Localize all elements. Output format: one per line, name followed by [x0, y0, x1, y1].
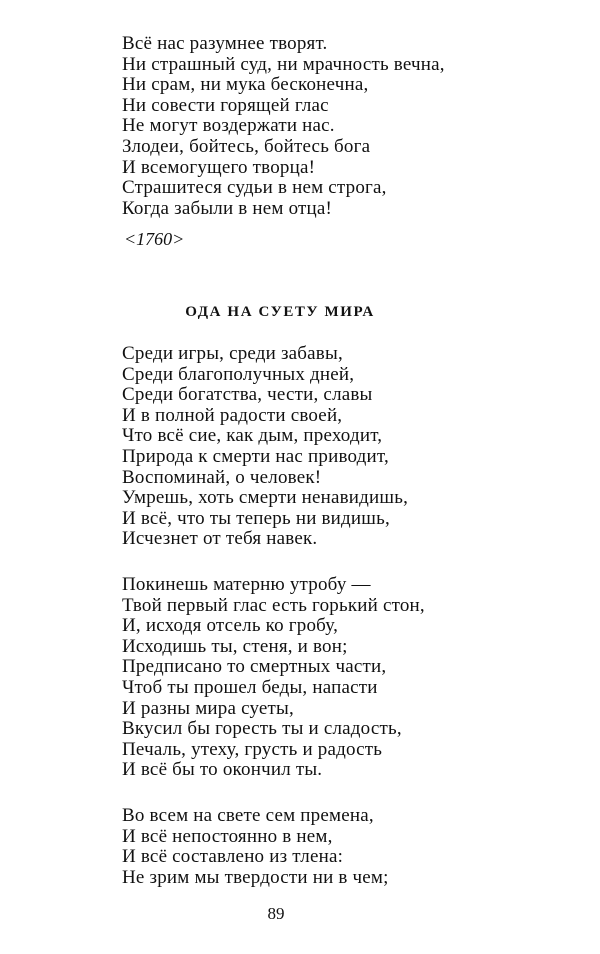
poem-title: ОДА НА СУЕТУ МИРА [185, 304, 375, 320]
poem-line: Среди игры, среди забавы, [122, 343, 343, 364]
poem-line: И, исходя отсель ко гробу, [122, 615, 339, 637]
poem-line: Исчезнет от тебя навек. [122, 528, 318, 550]
poem-line: Печаль, утеху, грусть и радость [122, 738, 383, 760]
poem-line: Когда забыли в нем отца! [122, 197, 333, 219]
poem-line: И всё бы то окончил ты. [122, 759, 323, 781]
poem-line: Ни срам, ни мука бесконечна, [122, 74, 369, 96]
poem-line: И разны мира суеты, [122, 697, 294, 719]
stanza-2 [122, 575, 425, 781]
poem-line: Злодеи, бойтесь, бойтесь бога [122, 135, 371, 157]
poem-line: Умрешь, хоть смерти ненавидишь, [122, 487, 409, 509]
poem-line: Всё нас разумнее творят. [122, 33, 328, 54]
page-number: 89 [267, 904, 285, 923]
poem-line: Исходишь ты, стеня, и вон; [122, 635, 348, 657]
poem-date: <1760> [124, 229, 185, 249]
poem-line: Что всё сие, как дым, преходит, [122, 425, 383, 447]
poem-line: И всё, что ты теперь ни видишь, [122, 507, 390, 529]
poem-line: Природа к смерти нас приводит, [122, 445, 389, 467]
poem-line: Во всем на свете сем премена, [122, 805, 374, 826]
poem-line: Покинешь матерню утробу — [122, 574, 371, 595]
poem-line: И всё непостоянно в нем, [122, 825, 333, 847]
stanza-1 [122, 344, 408, 550]
poem-line: Не зрим мы твердости ни в чем; [122, 866, 389, 888]
poem-line: Предписано то смертных части, [122, 656, 387, 678]
poem-line: Вкусил бы горесть ты и сладость, [122, 718, 402, 740]
poem-line: И в полной радости своей, [122, 404, 343, 426]
poem-line: Среди богатства, чести, славы [122, 384, 373, 406]
poem-line: Твой первый глас есть горький стон, [122, 594, 425, 616]
poem-line: Не могут воздержати нас. [122, 115, 335, 137]
stanza-previous-poem-ending [122, 34, 445, 219]
poem-line: И всё составлено из тлена: [122, 846, 344, 868]
poem-line: Ни страшный суд, ни мрачность вечна, [122, 53, 445, 75]
poem-line: Среди благополучных дней, [122, 363, 355, 385]
poem-line: Ни совести горящей глас [122, 94, 329, 116]
poem-line: Чтоб ты прошел беды, напасти [122, 676, 378, 698]
poem-line: И всемогущего творца! [122, 156, 316, 178]
poem-line: Воспоминай, о человек! [122, 466, 322, 488]
stanza-3 [122, 806, 389, 888]
poem-line: Страшитеся судьи в нем строга, [122, 177, 387, 199]
